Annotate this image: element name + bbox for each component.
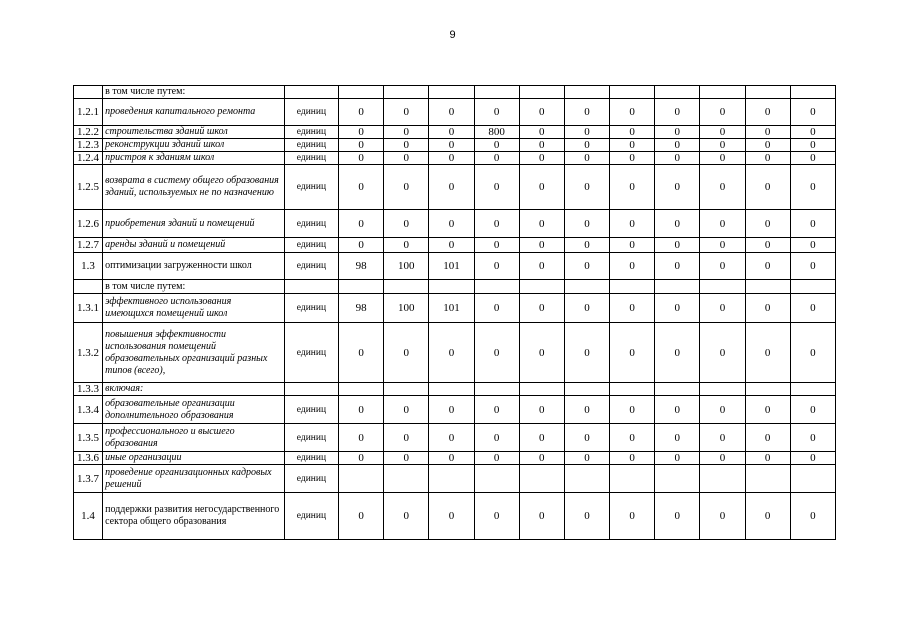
value-cell xyxy=(339,280,384,294)
value-cell: 0 xyxy=(384,152,429,165)
value-cell xyxy=(384,465,429,493)
value-cell: 101 xyxy=(429,294,474,323)
value-cell xyxy=(339,465,384,493)
value-cell: 0 xyxy=(429,238,474,253)
value-cell: 0 xyxy=(474,396,519,424)
value-cell: 0 xyxy=(519,253,564,280)
table-row xyxy=(74,139,836,152)
value-cell: 0 xyxy=(745,165,790,210)
value-cell: 0 xyxy=(655,238,700,253)
value-cell: 0 xyxy=(519,126,564,139)
value-cell: 0 xyxy=(745,126,790,139)
value-cell xyxy=(429,383,474,396)
value-cell: 0 xyxy=(429,126,474,139)
value-cell: 0 xyxy=(339,424,384,452)
value-cell: 0 xyxy=(384,126,429,139)
row-unit: единиц xyxy=(284,396,338,424)
table-row xyxy=(74,238,836,253)
row-unit: единиц xyxy=(284,126,338,139)
value-cell: 0 xyxy=(384,238,429,253)
value-cell: 0 xyxy=(564,165,609,210)
value-cell: 0 xyxy=(564,238,609,253)
value-cell xyxy=(610,465,655,493)
value-cell xyxy=(519,383,564,396)
row-number: 1.2.2 xyxy=(74,126,103,139)
value-cell: 0 xyxy=(384,210,429,238)
value-cell: 0 xyxy=(339,165,384,210)
value-cell: 0 xyxy=(474,493,519,540)
value-cell: 100 xyxy=(384,294,429,323)
table-row xyxy=(74,383,836,396)
row-unit: единиц xyxy=(284,452,338,465)
table-row xyxy=(74,493,836,540)
value-cell xyxy=(655,465,700,493)
value-cell: 0 xyxy=(790,452,835,465)
value-cell: 0 xyxy=(610,424,655,452)
value-cell: 0 xyxy=(745,253,790,280)
value-cell: 0 xyxy=(790,424,835,452)
value-cell: 0 xyxy=(745,139,790,152)
value-cell: 0 xyxy=(790,253,835,280)
value-cell: 0 xyxy=(474,165,519,210)
row-unit: единиц xyxy=(284,210,338,238)
value-cell: 0 xyxy=(474,99,519,126)
value-cell xyxy=(610,280,655,294)
value-cell: 0 xyxy=(790,139,835,152)
value-cell: 0 xyxy=(564,452,609,465)
value-cell: 0 xyxy=(745,493,790,540)
value-cell: 0 xyxy=(564,152,609,165)
value-cell: 0 xyxy=(745,323,790,383)
row-number: 1.4 xyxy=(74,493,103,540)
value-cell: 0 xyxy=(790,238,835,253)
value-cell: 0 xyxy=(745,294,790,323)
table-row xyxy=(74,99,836,126)
value-cell: 0 xyxy=(700,139,745,152)
value-cell: 0 xyxy=(564,294,609,323)
row-number xyxy=(74,280,103,294)
page-number: 9 xyxy=(449,29,456,41)
value-cell xyxy=(745,383,790,396)
row-description: эффективного использования имеющихся помещений школ xyxy=(103,294,285,323)
value-cell: 0 xyxy=(474,152,519,165)
row-unit: единиц xyxy=(284,152,338,165)
table-row xyxy=(74,210,836,238)
row-description: оптимизации загруженности школ xyxy=(103,253,285,280)
value-cell xyxy=(564,383,609,396)
value-cell: 0 xyxy=(700,253,745,280)
row-unit: единиц xyxy=(284,253,338,280)
value-cell: 0 xyxy=(655,323,700,383)
value-cell xyxy=(655,86,700,99)
value-cell: 0 xyxy=(745,452,790,465)
row-unit: единиц xyxy=(284,493,338,540)
row-description: строительства зданий школ xyxy=(103,126,285,139)
row-number: 1.2.4 xyxy=(74,152,103,165)
value-cell xyxy=(745,465,790,493)
table-row xyxy=(74,126,836,139)
value-cell: 0 xyxy=(339,452,384,465)
row-description: профессионального и высшего образования xyxy=(103,424,285,452)
value-cell: 0 xyxy=(564,126,609,139)
value-cell: 0 xyxy=(384,493,429,540)
value-cell: 0 xyxy=(655,139,700,152)
value-cell: 0 xyxy=(790,152,835,165)
value-cell xyxy=(519,280,564,294)
value-cell: 0 xyxy=(700,165,745,210)
value-cell: 0 xyxy=(564,139,609,152)
value-cell: 0 xyxy=(474,294,519,323)
row-unit: единиц xyxy=(284,294,338,323)
value-cell: 0 xyxy=(790,99,835,126)
value-cell: 98 xyxy=(339,253,384,280)
row-description: повышения эффективности использования помещений образовательных организаций разных типов (всего), xyxy=(103,323,285,383)
table-row xyxy=(74,165,836,210)
value-cell: 0 xyxy=(519,152,564,165)
table-row xyxy=(74,396,836,424)
value-cell: 0 xyxy=(790,126,835,139)
value-cell: 0 xyxy=(610,323,655,383)
value-cell xyxy=(474,280,519,294)
value-cell xyxy=(745,86,790,99)
value-cell: 0 xyxy=(519,424,564,452)
value-cell: 0 xyxy=(429,396,474,424)
value-cell: 0 xyxy=(745,152,790,165)
value-cell xyxy=(564,465,609,493)
value-cell xyxy=(429,86,474,99)
value-cell xyxy=(655,383,700,396)
value-cell: 0 xyxy=(700,493,745,540)
value-cell xyxy=(474,465,519,493)
value-cell xyxy=(700,465,745,493)
row-number: 1.3.2 xyxy=(74,323,103,383)
value-cell: 0 xyxy=(655,165,700,210)
value-cell xyxy=(429,465,474,493)
value-cell: 0 xyxy=(519,165,564,210)
value-cell xyxy=(429,280,474,294)
row-unit: единиц xyxy=(284,323,338,383)
value-cell: 0 xyxy=(700,396,745,424)
table-row xyxy=(74,280,836,294)
value-cell: 0 xyxy=(700,126,745,139)
value-cell: 0 xyxy=(610,152,655,165)
value-cell: 0 xyxy=(474,238,519,253)
table-row xyxy=(74,323,836,383)
value-cell: 0 xyxy=(474,139,519,152)
value-cell xyxy=(339,383,384,396)
table-row xyxy=(74,86,836,99)
value-cell: 0 xyxy=(339,493,384,540)
value-cell: 0 xyxy=(519,396,564,424)
value-cell: 0 xyxy=(564,253,609,280)
row-description: пристроя к зданиям школ xyxy=(103,152,285,165)
row-number: 1.3.5 xyxy=(74,424,103,452)
value-cell: 0 xyxy=(790,165,835,210)
value-cell: 0 xyxy=(339,238,384,253)
value-cell xyxy=(610,86,655,99)
value-cell xyxy=(384,280,429,294)
value-cell: 0 xyxy=(339,323,384,383)
value-cell: 0 xyxy=(610,126,655,139)
row-description: иные организации xyxy=(103,452,285,465)
row-description: возврата в систему общего образования зданий, используемых не по назначению xyxy=(103,165,285,210)
value-cell: 0 xyxy=(790,294,835,323)
row-description: включая: xyxy=(103,383,285,396)
row-number: 1.3.1 xyxy=(74,294,103,323)
value-cell: 0 xyxy=(655,294,700,323)
row-description: проведения капитального ремонта xyxy=(103,99,285,126)
value-cell xyxy=(564,280,609,294)
value-cell xyxy=(790,383,835,396)
value-cell: 0 xyxy=(610,253,655,280)
value-cell: 0 xyxy=(610,165,655,210)
value-cell: 0 xyxy=(610,139,655,152)
value-cell: 0 xyxy=(610,493,655,540)
value-cell: 0 xyxy=(564,493,609,540)
table-row xyxy=(74,253,836,280)
value-cell: 0 xyxy=(519,294,564,323)
row-description: аренды зданий и помещений xyxy=(103,238,285,253)
value-cell xyxy=(700,383,745,396)
row-unit: единиц xyxy=(284,424,338,452)
value-cell xyxy=(474,383,519,396)
value-cell: 0 xyxy=(700,323,745,383)
value-cell: 0 xyxy=(610,238,655,253)
value-cell: 0 xyxy=(519,493,564,540)
value-cell: 0 xyxy=(610,294,655,323)
value-cell: 0 xyxy=(700,99,745,126)
value-cell xyxy=(384,86,429,99)
value-cell: 0 xyxy=(429,424,474,452)
value-cell: 0 xyxy=(655,99,700,126)
value-cell: 0 xyxy=(655,253,700,280)
value-cell xyxy=(519,465,564,493)
value-cell: 0 xyxy=(790,493,835,540)
value-cell: 0 xyxy=(610,452,655,465)
value-cell: 0 xyxy=(474,424,519,452)
value-cell: 0 xyxy=(429,152,474,165)
value-cell xyxy=(790,86,835,99)
value-cell: 0 xyxy=(519,238,564,253)
row-number: 1.3.4 xyxy=(74,396,103,424)
row-number: 1.2.5 xyxy=(74,165,103,210)
row-description: в том числе путем: xyxy=(103,86,285,99)
value-cell: 101 xyxy=(429,253,474,280)
value-cell: 0 xyxy=(384,396,429,424)
value-cell: 0 xyxy=(519,139,564,152)
value-cell: 0 xyxy=(384,139,429,152)
value-cell: 0 xyxy=(610,210,655,238)
value-cell: 0 xyxy=(564,424,609,452)
value-cell xyxy=(474,86,519,99)
value-cell: 0 xyxy=(429,99,474,126)
value-cell: 0 xyxy=(384,424,429,452)
row-number: 1.2.3 xyxy=(74,139,103,152)
value-cell: 0 xyxy=(564,210,609,238)
row-number: 1.2.1 xyxy=(74,99,103,126)
row-unit: единиц xyxy=(284,238,338,253)
value-cell: 0 xyxy=(655,210,700,238)
row-unit: единиц xyxy=(284,139,338,152)
value-cell: 0 xyxy=(429,323,474,383)
value-cell: 0 xyxy=(790,323,835,383)
row-description: образовательные организации дополнительного образования xyxy=(103,396,285,424)
value-cell xyxy=(790,465,835,493)
value-cell xyxy=(700,86,745,99)
value-cell: 0 xyxy=(384,452,429,465)
value-cell: 0 xyxy=(655,396,700,424)
row-unit xyxy=(284,86,338,99)
value-cell: 0 xyxy=(700,238,745,253)
value-cell xyxy=(790,280,835,294)
value-cell: 98 xyxy=(339,294,384,323)
value-cell: 800 xyxy=(474,126,519,139)
value-cell: 0 xyxy=(745,396,790,424)
value-cell: 0 xyxy=(655,126,700,139)
value-cell: 0 xyxy=(655,424,700,452)
value-cell: 0 xyxy=(474,452,519,465)
value-cell: 0 xyxy=(564,323,609,383)
value-cell: 0 xyxy=(429,493,474,540)
indicator-table xyxy=(73,85,836,540)
value-cell: 0 xyxy=(655,452,700,465)
value-cell: 0 xyxy=(564,396,609,424)
table-row xyxy=(74,152,836,165)
value-cell: 0 xyxy=(339,126,384,139)
value-cell: 0 xyxy=(610,396,655,424)
value-cell: 0 xyxy=(339,99,384,126)
value-cell: 0 xyxy=(474,253,519,280)
value-cell xyxy=(610,383,655,396)
value-cell: 0 xyxy=(700,152,745,165)
row-number: 1.2.6 xyxy=(74,210,103,238)
value-cell: 0 xyxy=(745,238,790,253)
row-number: 1.3.7 xyxy=(74,465,103,493)
row-number: 1.2.7 xyxy=(74,238,103,253)
value-cell: 0 xyxy=(429,210,474,238)
value-cell: 0 xyxy=(700,452,745,465)
value-cell xyxy=(745,280,790,294)
row-description: проведение организационных кадровых решений xyxy=(103,465,285,493)
value-cell: 0 xyxy=(790,396,835,424)
row-description: в том числе путем: xyxy=(103,280,285,294)
value-cell: 0 xyxy=(745,210,790,238)
table-row xyxy=(74,452,836,465)
value-cell xyxy=(339,86,384,99)
row-unit xyxy=(284,383,338,396)
row-unit: единиц xyxy=(284,99,338,126)
value-cell: 0 xyxy=(429,139,474,152)
value-cell xyxy=(519,86,564,99)
value-cell: 0 xyxy=(745,99,790,126)
table-row xyxy=(74,465,836,493)
value-cell: 0 xyxy=(564,99,609,126)
value-cell: 0 xyxy=(610,99,655,126)
value-cell: 0 xyxy=(339,210,384,238)
value-cell: 0 xyxy=(790,210,835,238)
table-row xyxy=(74,424,836,452)
value-cell: 0 xyxy=(519,210,564,238)
value-cell: 0 xyxy=(474,323,519,383)
row-unit: единиц xyxy=(284,165,338,210)
value-cell: 0 xyxy=(339,152,384,165)
value-cell: 0 xyxy=(384,165,429,210)
value-cell: 0 xyxy=(429,165,474,210)
row-description: поддержки развития негосударственного сектора общего образования xyxy=(103,493,285,540)
value-cell xyxy=(700,280,745,294)
value-cell xyxy=(655,280,700,294)
row-unit: единиц xyxy=(284,465,338,493)
value-cell: 0 xyxy=(519,452,564,465)
value-cell: 0 xyxy=(655,152,700,165)
row-number xyxy=(74,86,103,99)
value-cell xyxy=(384,383,429,396)
row-description: приобретения зданий и помещений xyxy=(103,210,285,238)
row-number: 1.3.6 xyxy=(74,452,103,465)
value-cell: 0 xyxy=(519,323,564,383)
value-cell xyxy=(564,86,609,99)
value-cell: 0 xyxy=(745,424,790,452)
value-cell: 0 xyxy=(700,294,745,323)
value-cell: 0 xyxy=(474,210,519,238)
value-cell: 0 xyxy=(429,452,474,465)
row-description: реконструкции зданий школ xyxy=(103,139,285,152)
value-cell: 0 xyxy=(519,99,564,126)
value-cell: 0 xyxy=(339,139,384,152)
value-cell: 0 xyxy=(384,323,429,383)
row-unit xyxy=(284,280,338,294)
value-cell: 100 xyxy=(384,253,429,280)
value-cell: 0 xyxy=(700,210,745,238)
value-cell: 0 xyxy=(384,99,429,126)
table-row xyxy=(74,294,836,323)
value-cell: 0 xyxy=(655,493,700,540)
value-cell: 0 xyxy=(339,396,384,424)
row-number: 1.3.3 xyxy=(74,383,103,396)
value-cell: 0 xyxy=(700,424,745,452)
row-number: 1.3 xyxy=(74,253,103,280)
